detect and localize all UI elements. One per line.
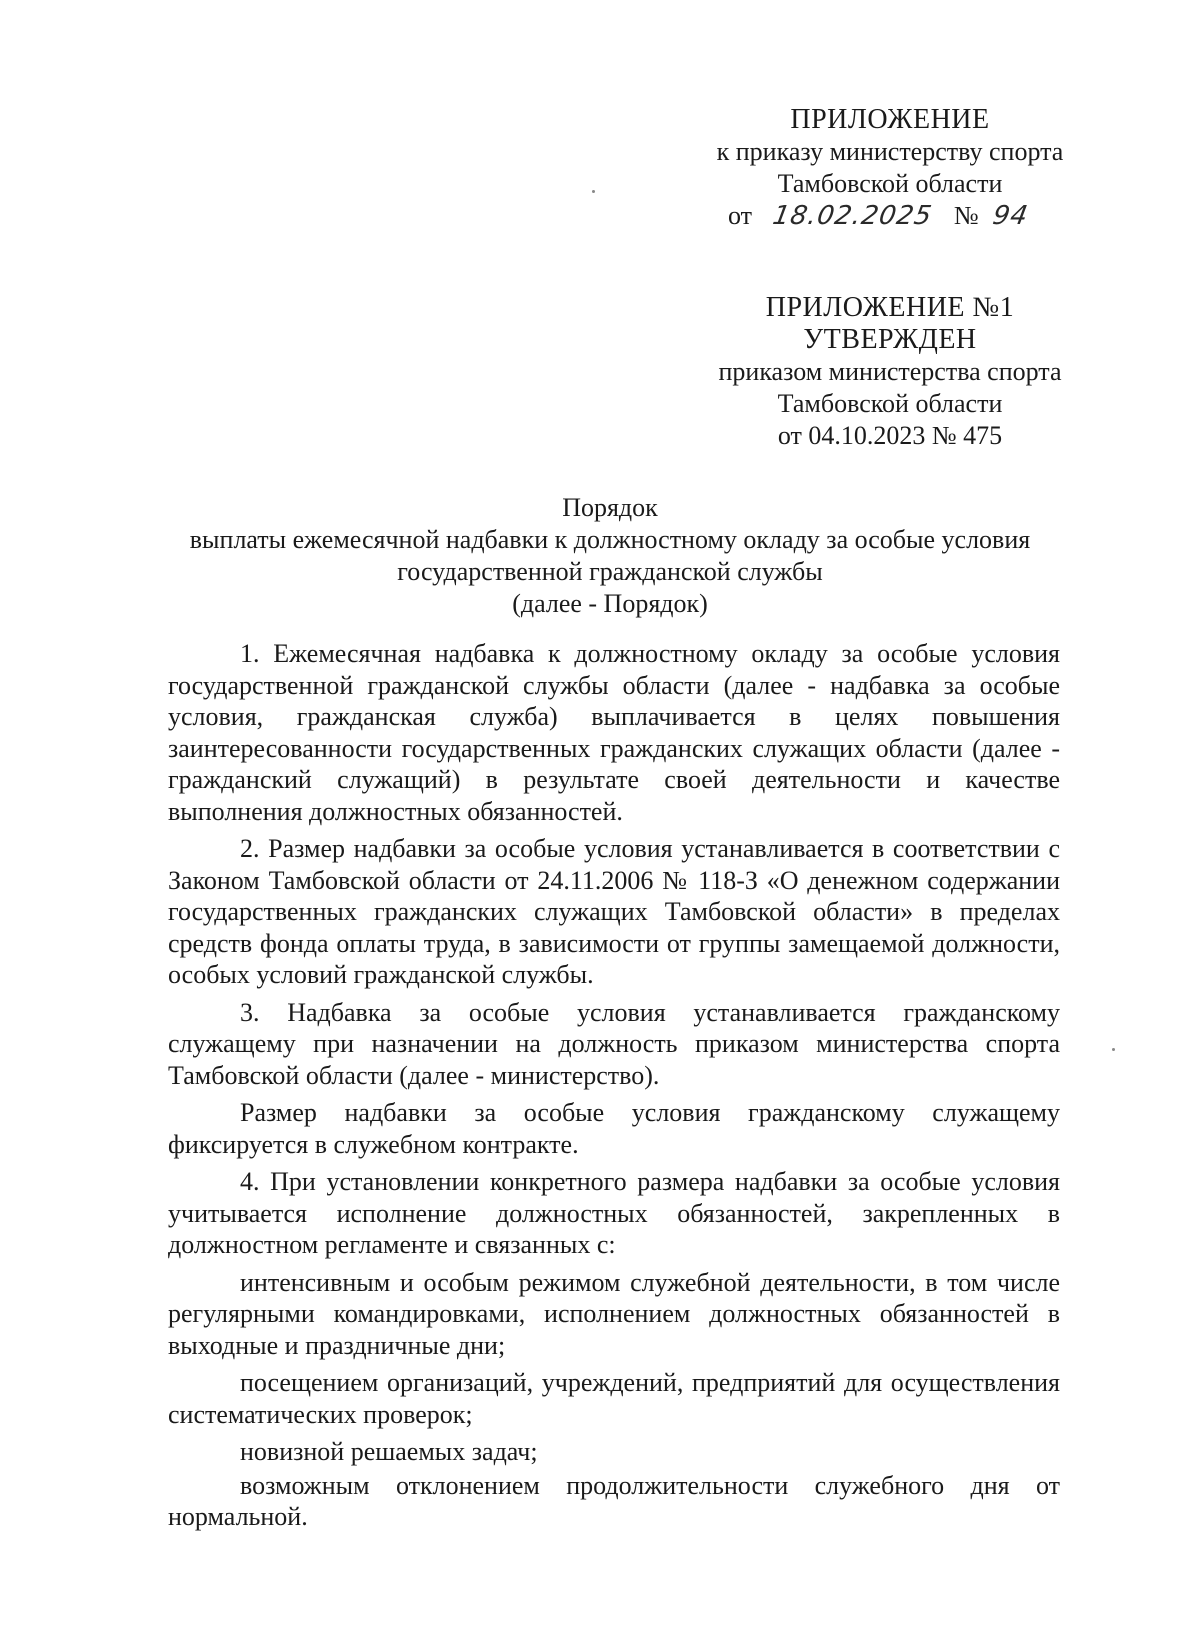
annex-header (680, 104, 1100, 232)
paragraph-3: 3. Надбавка за особые условия устанавливается гражданскому служащему при назначении на должность приказом министерства спорта Тамбовской области (далее - министерство). (168, 997, 1060, 1090)
paragraph-4: 4. При установлении конкретного размера надбавки за особые условия учитывается исполнение должностных обязанностей, закрепленных в должностном регламенте и связанных с: (168, 1167, 1060, 1259)
paragraph-4-item-4: возможным отклонением продолжительности служебного дня от нормальной. (168, 1470, 1060, 1531)
document-title (150, 492, 1070, 620)
approval-heading: ПРИЛОЖЕНИЕ №1 (765, 292, 1015, 323)
handwritten-date: 18.02.2025 (769, 201, 935, 231)
annex-order-line: к приказу министерству спорта (716, 137, 1064, 166)
annex-date-line (680, 200, 1100, 232)
scan-speck (592, 190, 595, 193)
paragraph-4-item-1: интенсивным и особым режимом служебной деятельности, в том числе регулярными командировками, исполнением должностных обязанностей в выходные и праздничные дни; (168, 1267, 1060, 1360)
paragraph-2: 2. Размер надбавки за особые условия устанавливается в соответствии с Законом Тамбовской области от 24.11.2006 № 118-З «О денежном содержании государственных гражданских служащих Тамбовской области» в пределах средств фонда оплаты труда, в зависимости от группы замещаемой должности, особых условий гражданской службы. (168, 834, 1060, 989)
scan-speck (1112, 1048, 1115, 1051)
paragraph-1: 1. Ежемесячная надбавка к должностному окладу за особые условия государственной гражданской службы области (далее - надбавка за особые условия, гражданская служба) выплачивается в целях повышения заинтересованности государственных гражданских служащих области (далее - гражданский служащий) в результате своей деятельности и качестве выполнения должностных обязанностей. (168, 639, 1060, 826)
document-body (168, 638, 1060, 1539)
approval-status: УТВЕРЖДЕН (803, 324, 977, 355)
title-line-1: Порядок (562, 493, 658, 522)
approval-order-line: приказом министерства спорта (718, 357, 1062, 386)
approval-date-line: от 04.10.2023 № 475 (777, 421, 1003, 450)
approval-block (680, 292, 1100, 452)
number-sign: № (953, 201, 979, 230)
approval-region-line: Тамбовской области (777, 389, 1003, 418)
paragraph-3-note: Размер надбавки за особые условия гражданскому служащему фиксируется в служебном контракте. (168, 1098, 1060, 1159)
paragraph-4-item-2: посещением организаций, учреждений, предприятий для осуществления систематических проверок; (168, 1368, 1060, 1429)
title-line-2: выплаты ежемесячной надбавки к должностному окладу за особые условия (189, 525, 1031, 554)
annex-region-line: Тамбовской области (777, 169, 1003, 198)
paragraph-4-item-3: новизной решаемых задач; (240, 1437, 538, 1466)
date-prefix: от (728, 201, 753, 230)
title-line-4: (далее - Порядок) (512, 589, 708, 618)
handwritten-number: 94 (990, 201, 1031, 231)
annex-heading: ПРИЛОЖЕНИЕ (790, 104, 990, 135)
title-line-3: государственной гражданской службы (397, 557, 823, 586)
